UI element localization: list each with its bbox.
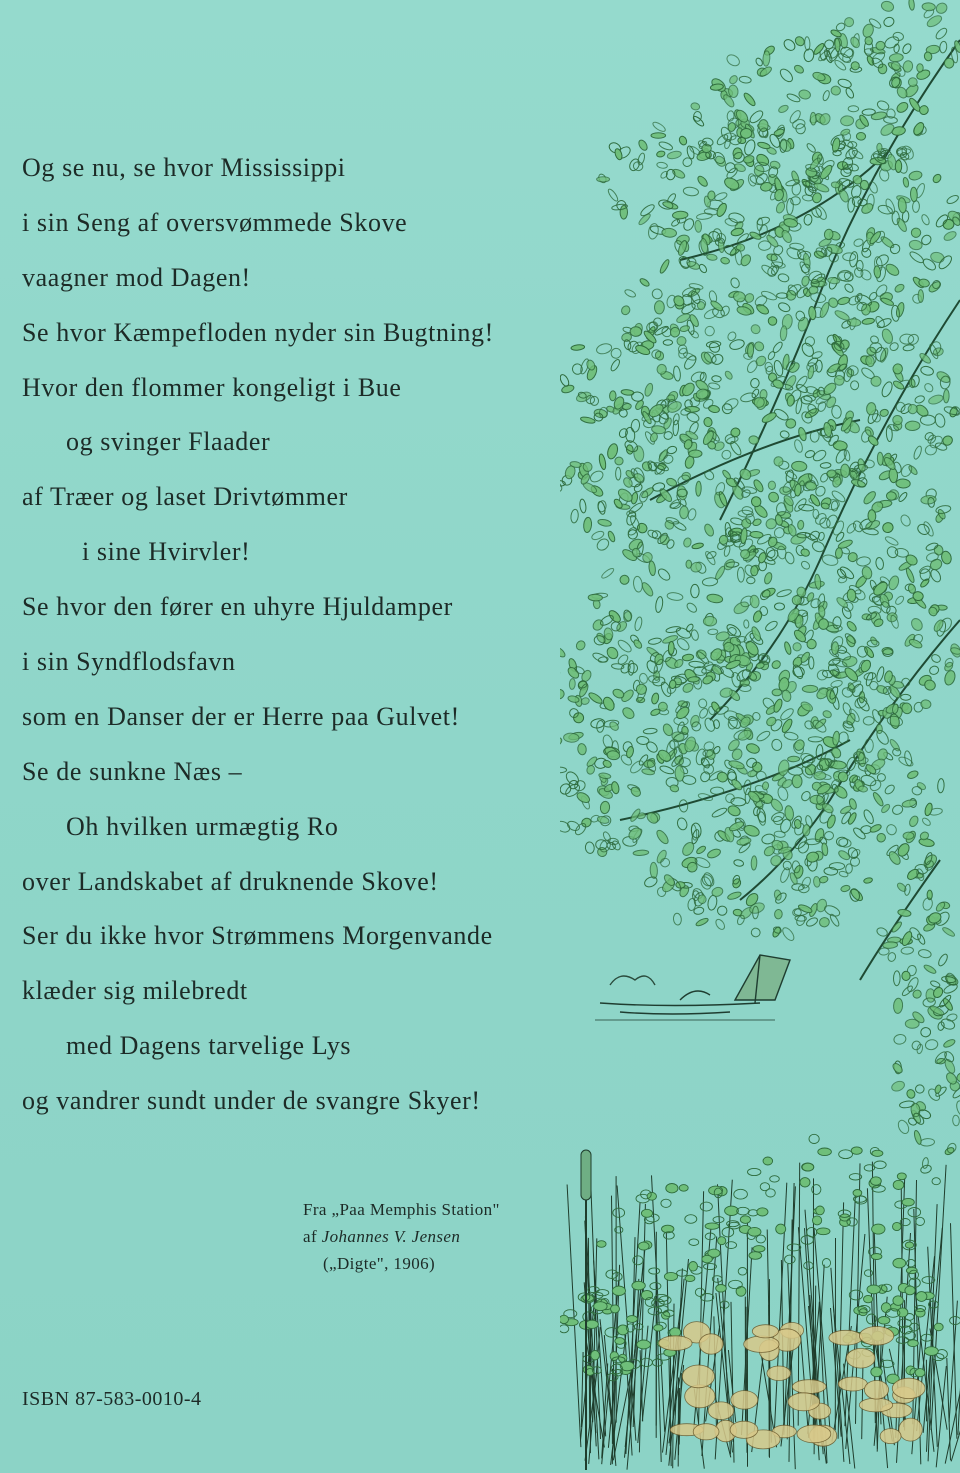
attribution-author: Johannes V. Jensen — [321, 1227, 461, 1246]
poem-line: i sin Seng af oversvømmede Skove — [22, 207, 408, 237]
poem-line: Se hvor Kæmpefloden nyder sin Bugtning! — [22, 317, 494, 347]
poem-line: i sine Hvirvler! — [82, 537, 251, 567]
tree-illustration — [560, 0, 960, 1473]
poem-line: Se de sunkne Næs – — [22, 756, 243, 786]
poem-line: klæder sig milebredt — [22, 976, 248, 1006]
poem-line: som en Danser der er Herre paa Gulvet! — [22, 701, 460, 731]
attribution-collection: („Digte", 1906) — [323, 1254, 436, 1273]
attribution-prefix: af — [303, 1227, 318, 1246]
poem — [22, 148, 602, 1136]
poem-line: af Træer og laset Drivtømmer — [22, 482, 348, 512]
poem-line: over Landskabet af druknende Skove! — [22, 866, 439, 896]
isbn: ISBN 87-583-0010-4 — [22, 1388, 202, 1410]
poem-line: vaagner mod Dagen! — [22, 262, 251, 292]
poem-line: i sin Syndflodsfavn — [22, 647, 236, 677]
poem-line: og vandrer sundt under de svangre Skyer! — [22, 1086, 481, 1116]
poem-line: Hvor den flommer kongeligt i Bue — [22, 372, 402, 402]
poem-line: og svinger Flaader — [66, 427, 271, 457]
poem-line: med Dagens tarvelige Lys — [66, 1031, 352, 1061]
poem-line: Se hvor den fører en uhyre Hjuldamper — [22, 592, 453, 622]
attribution-source: Fra „Paa Memphis Station" — [303, 1200, 500, 1219]
poem-line: Og se nu, se hvor Mississippi — [22, 153, 346, 182]
attribution-author-line — [303, 1223, 500, 1250]
undergrowth — [560, 1134, 960, 1470]
poem-line: Oh hvilken urmægtig Ro — [66, 811, 339, 841]
poem-line: Ser du ikke hvor Strømmens Morgenvande — [22, 921, 493, 951]
sailboat — [595, 955, 790, 1020]
attribution — [303, 1196, 500, 1277]
